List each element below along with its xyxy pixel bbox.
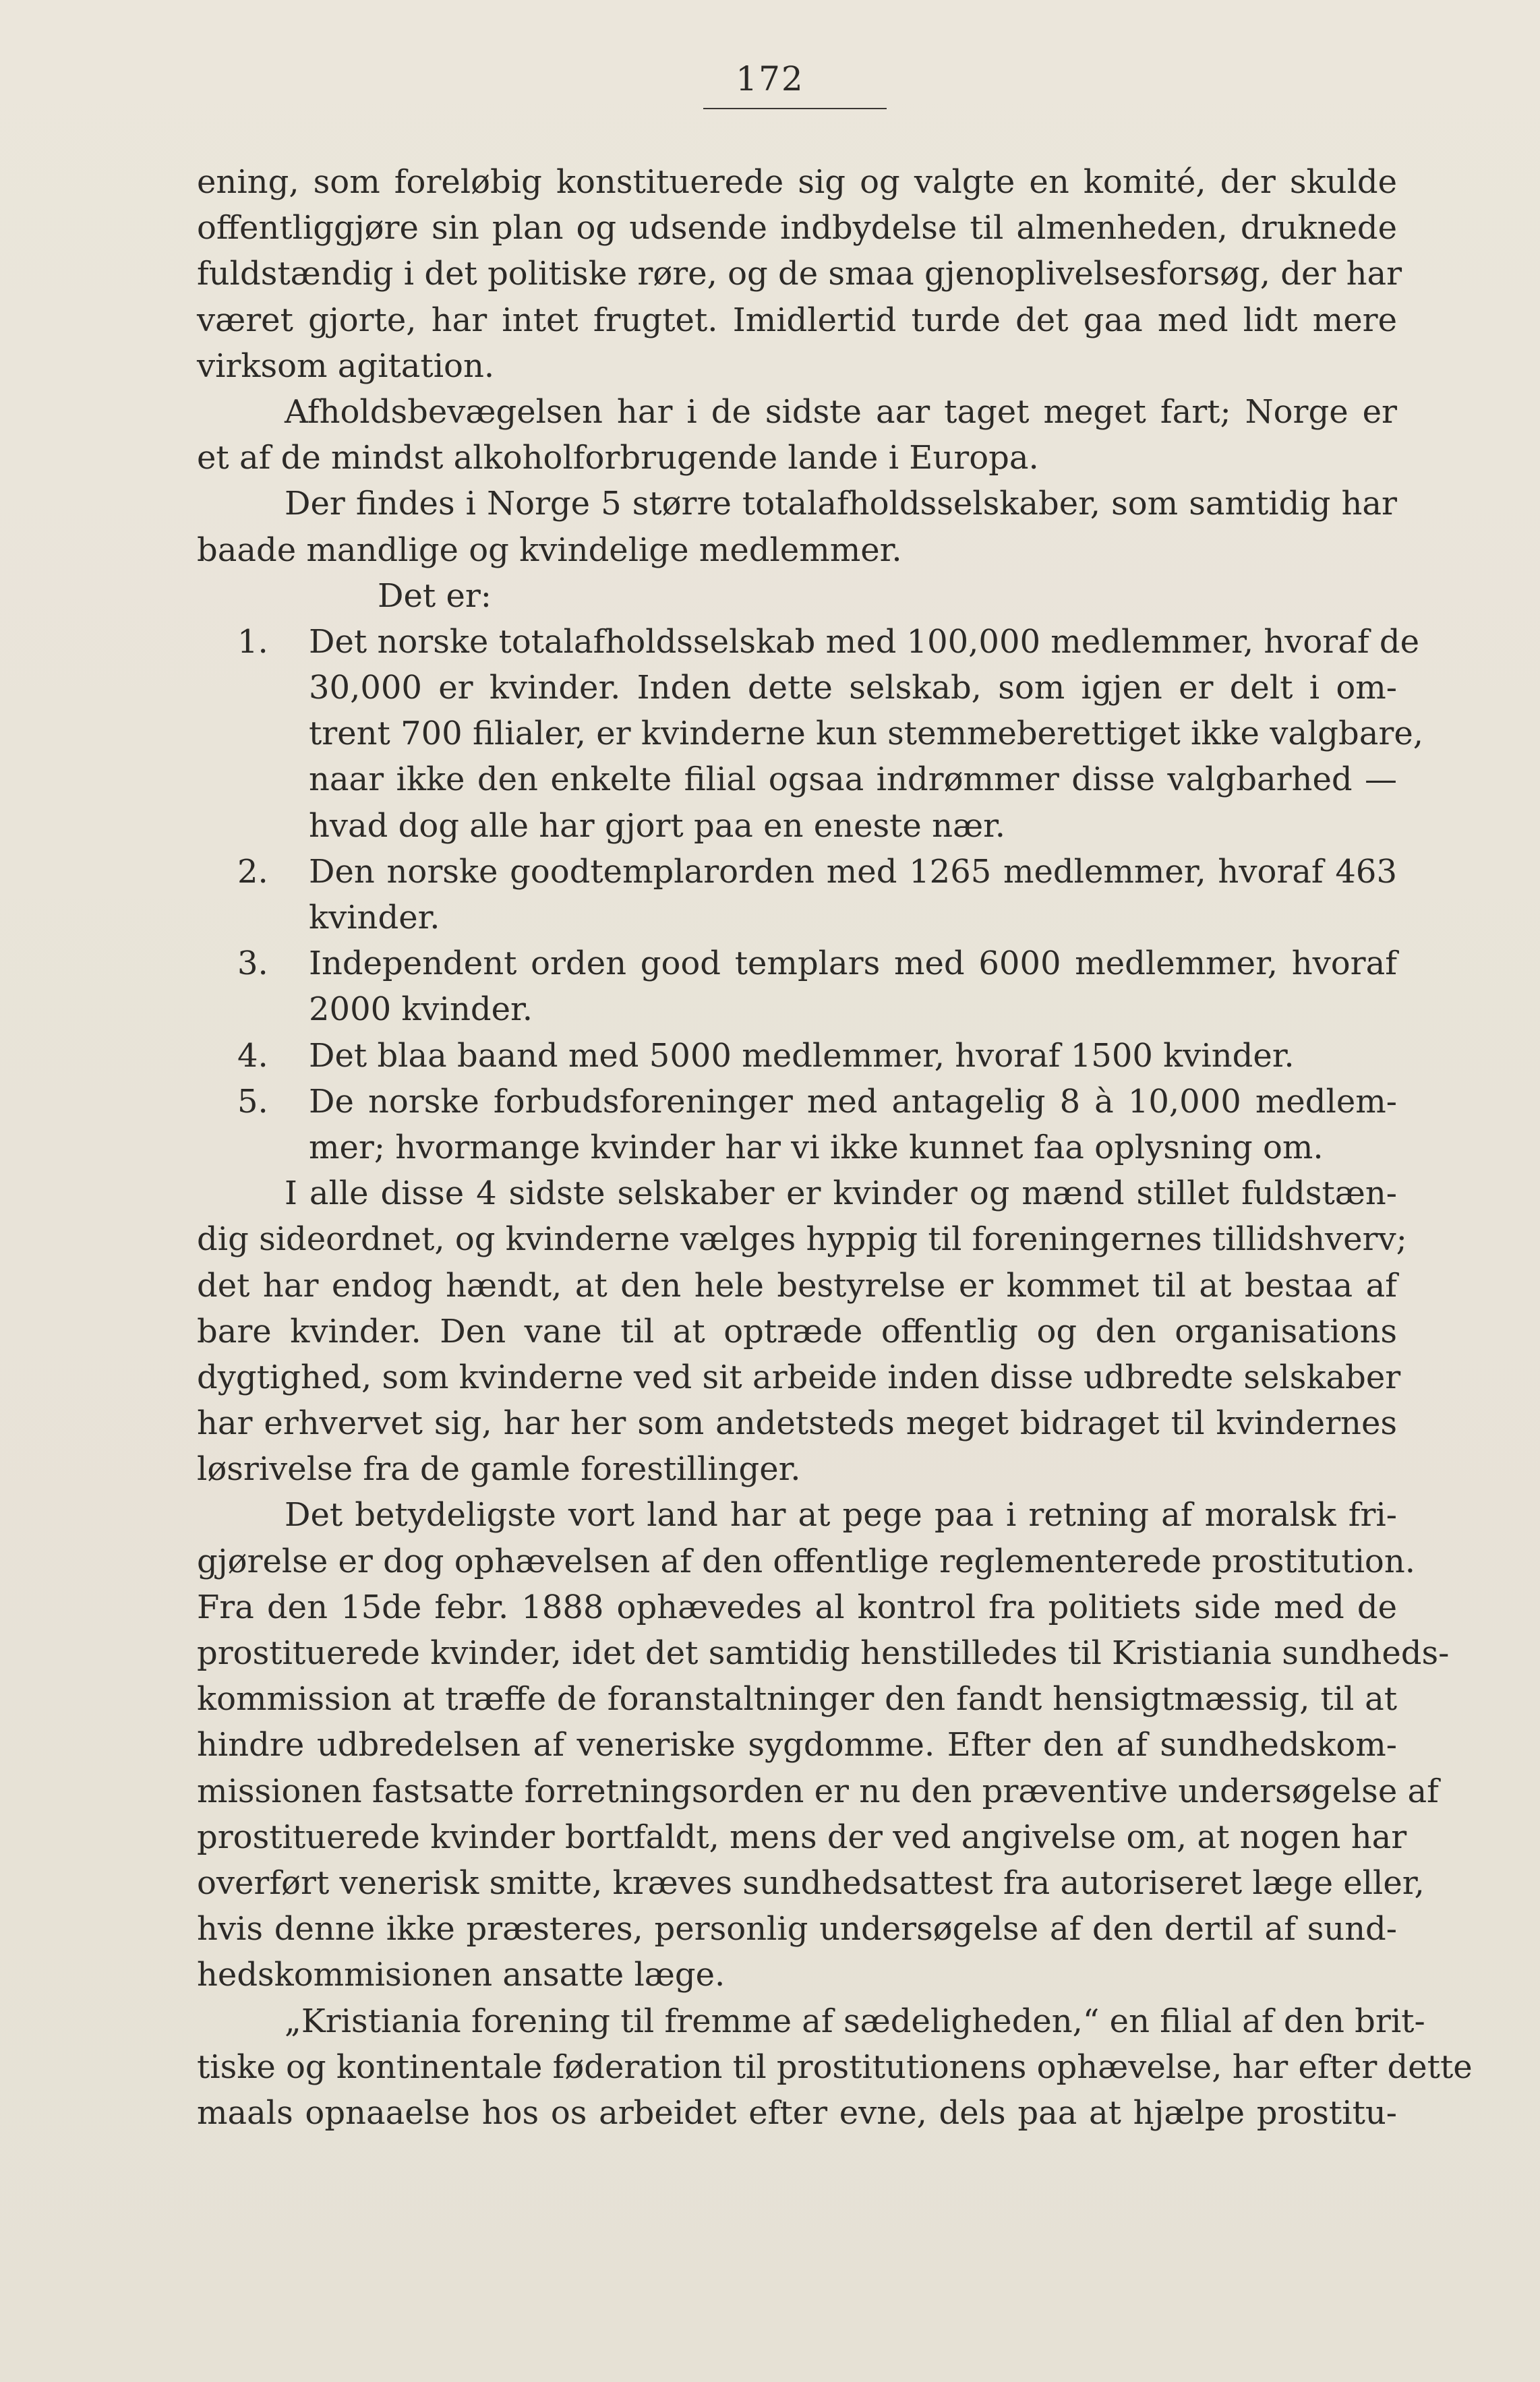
list-number: 5. (237, 1082, 268, 1121)
text-line: kvinder. (309, 899, 440, 936)
paragraph-2 (197, 389, 1397, 481)
paragraph-6 (197, 1998, 1473, 2137)
text-line: Afholdsbevægelsen har i de sidste aar taget meget fart; Norge er (285, 392, 1397, 431)
text-line: gjørelse er dog ophævelsen af den offentlige reglementerede prostitution. (197, 1542, 1415, 1580)
text-line: 4. Det blaa baand med 5000 medlemmer, hvoraf 1500 kvinder. (197, 1033, 1397, 1079)
list-number: 3. (237, 945, 268, 983)
text-line: offentliggjøre sin plan og udsende indbydelse til almenheden, druknede (197, 209, 1397, 247)
list-intro: Det er: (378, 576, 492, 615)
text-line: virksom agitation. (197, 347, 495, 385)
text-line: bare kvinder. Den vane til at optræde offentlig og den organisations (197, 1312, 1397, 1350)
list-number: 1. (237, 622, 268, 661)
list-number: 2. (237, 852, 268, 891)
text-line: et af de mindst alkoholforbrugende lande i Europa. (197, 439, 1039, 477)
text-line: maals opnaaelse hos os arbeidet efter evne, dels paa at hjælpe prostitu- (197, 2093, 1397, 2132)
text-line: løsrivelse fra de gamle forestillinger. (197, 1450, 801, 1489)
paragraph-1 (197, 159, 1402, 389)
text-line: prostituerede kvinder, idet det samtidig henstilledes til Kristiania sundheds- (197, 1634, 1450, 1672)
text-line: været gjorte, har intet frugtet. Imidlertid turde det gaa med lidt mere (197, 301, 1397, 339)
text-line: hvis denne ikke præsteres, personlig undersøgelse af den dertil af sund- (197, 1910, 1397, 1948)
text-line: Der findes i Norge 5 større totalafholdsselskaber, som samtidig har (285, 485, 1397, 523)
text-line: 5. De norske forbudsforeninger med antagelig 8 à 10,000 medlem- (197, 1079, 1397, 1125)
list-number: 4. (237, 1036, 268, 1075)
list-item (197, 849, 1397, 941)
text-line: overført venerisk smitte, kræves sundhedsattest fra autoriseret læge eller, (197, 1864, 1425, 1902)
society-list (197, 619, 1423, 1170)
list-item (197, 941, 1397, 1032)
text-line: trent 700 filialer, er kvinderne kun stemmeberettiget ikke valgbare, (309, 715, 1423, 753)
list-item (197, 1079, 1397, 1170)
text-line: hvad dog alle har gjort paa en eneste nær. (309, 806, 1006, 845)
text-line: fuldstændig i det politiske røre, og de smaa gjenoplivelsesforsøg, der har (197, 255, 1402, 293)
text-line: har erhvervet sig, har her som andetsteds meget bidraget til kvindernes (197, 1404, 1397, 1443)
text-line: mer; hvormange kvinder har vi ikke kunnet faa oplysning om. (309, 1128, 1324, 1166)
text-line: hindre udbredelsen af veneriske sygdomme. Efter den af sundhedskom- (197, 1726, 1397, 1764)
text-line: prostituerede kvinder bortfaldt, mens der ved angivelse om, at nogen har (197, 1818, 1407, 1856)
text-line: ening, som foreløbig konstituerede sig og valgte en komité, der skulde (197, 163, 1397, 201)
text-line: 30,000 er kvinder. Inden dette selskab, som igjen er delt i om- (309, 669, 1397, 707)
paragraph-3 (197, 481, 1397, 572)
page-text (197, 159, 1473, 2136)
text-line: Fra den 15de febr. 1888 ophævedes al kontrol fra politiets side med de (197, 1588, 1397, 1626)
text-line: 3. Independent orden good templars med 6000 medlemmer, hvoraf (197, 941, 1397, 986)
text-line: missionen fastsatte forretningsorden er nu den præventive undersøgelse af (197, 1772, 1439, 1810)
text-line: det har endog hændt, at den hele bestyrelse er kommet til at bestaa af (197, 1266, 1397, 1305)
page-number: 172 (736, 59, 804, 98)
text-line: 2000 kvinder. (309, 990, 533, 1029)
text-line: baade mandlige og kvindelige medlemmer. (197, 531, 902, 569)
text-line: kommission at træffe de foranstaltninger den fandt hensigtmæssig, til at (197, 1680, 1397, 1719)
text-line: tiske og kontinentale føderation til prostitutionens ophævelse, har efter dette (197, 2048, 1473, 2086)
text-line: Det betydeligste vort land har at pege paa i retning af moralsk fri- (285, 1496, 1397, 1535)
list-item (197, 1033, 1397, 1079)
text-line: 2. Den norske goodtemplarorden med 1265 medlemmer, hvoraf 463 (197, 849, 1397, 895)
text-line: dig sideordnet, og kvinderne vælges hyppig til foreningernes tillidshverv; (197, 1220, 1407, 1259)
text-line: 1. Det norske totalafholdsselskab med 100,000 medlemmer, hvoraf de (197, 619, 1397, 665)
text-line: I alle disse 4 sidste selskaber er kvinder og mænd stillet fuldstæn- (285, 1174, 1397, 1213)
list-item (197, 619, 1423, 849)
page-number-rule (703, 108, 887, 109)
paragraph-4 (197, 1170, 1407, 1492)
paragraph-5 (197, 1492, 1450, 1998)
text-line: naar ikke den enkelte filial ogsaa indrømmer disse valgbarhed — (309, 761, 1397, 799)
text-line: „Kristiania forening til fremme af sædeligheden,“ en filial af den brit- (285, 2002, 1425, 2040)
text-line: hedskommisionen ansatte læge. (197, 1956, 725, 1994)
text-line: dygtighed, som kvinderne ved sit arbeide inden disse udbredte selskaber (197, 1358, 1401, 1396)
